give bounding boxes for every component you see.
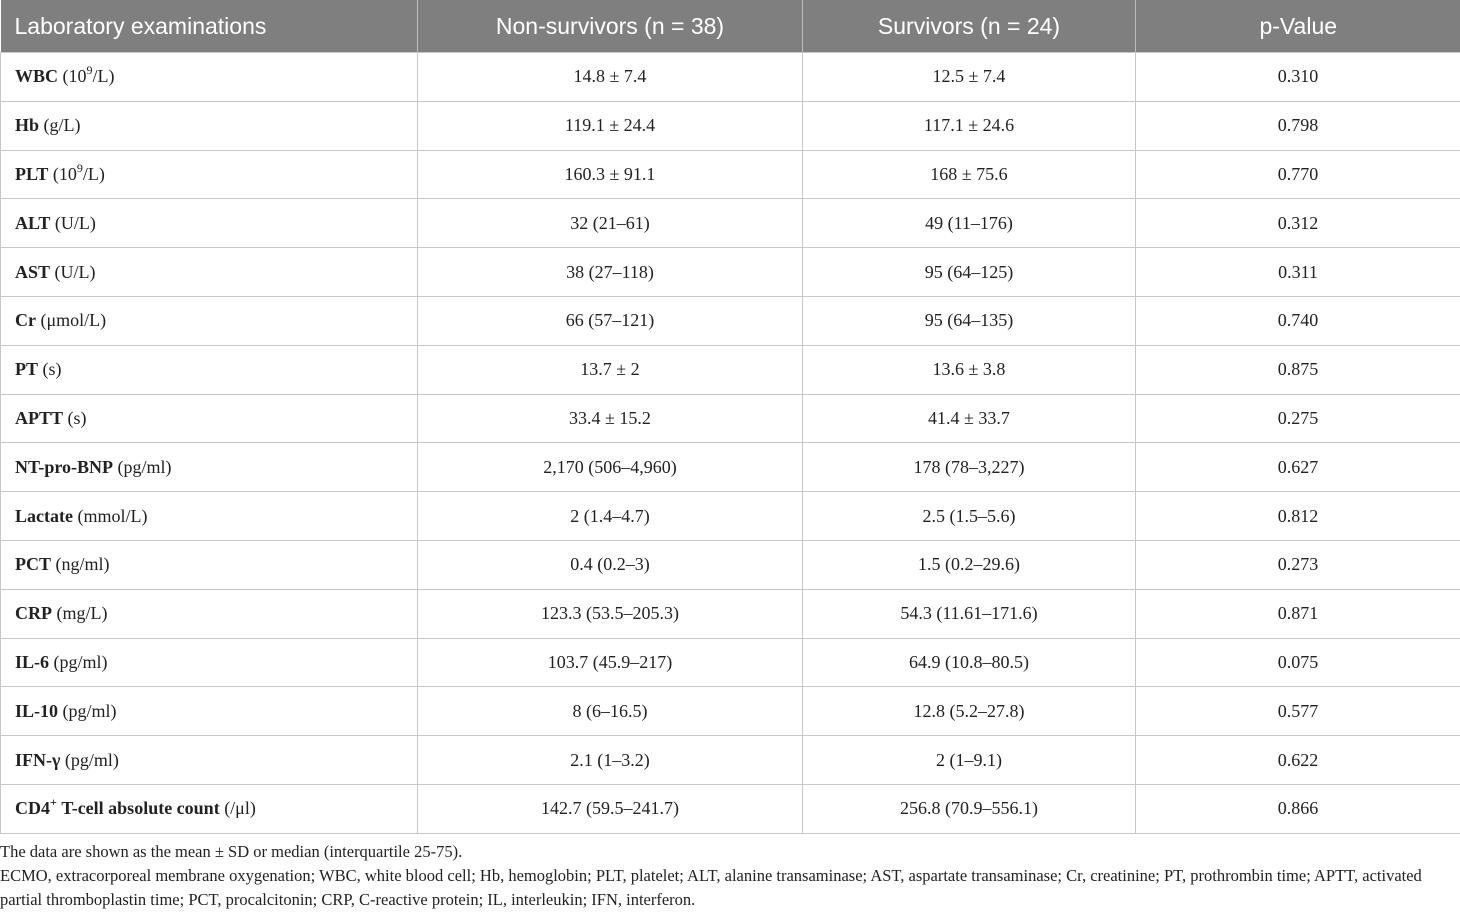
examination-name: PCT: [15, 554, 51, 575]
examination-name: PLT: [15, 163, 49, 184]
table-row: [1, 101, 1460, 150]
cell-examination: [1, 296, 418, 345]
examination-name: CD4: [15, 798, 50, 819]
cell-survivors: 95 (64–135): [803, 296, 1136, 345]
examination-name: Hb: [15, 115, 40, 136]
table-row: [1, 736, 1460, 785]
cell-survivors: 12.8 (5.2–27.8): [803, 687, 1136, 736]
examination-unit-superscript: 9: [76, 160, 83, 175]
cell-p-value: 0.866: [1136, 784, 1460, 833]
cell-p-value: 0.075: [1136, 638, 1460, 687]
examination-name: IL-6: [15, 651, 50, 672]
examination-name: AST: [15, 261, 51, 282]
cell-survivors: 256.8 (70.9–556.1): [803, 784, 1136, 833]
examination-unit-superscript: 9: [86, 63, 93, 78]
header-survivors: Survivors (n = 24): [803, 0, 1136, 53]
cell-survivors: 178 (78–3,227): [803, 443, 1136, 492]
cell-p-value: 0.770: [1136, 150, 1460, 199]
examination-name: Cr: [15, 310, 36, 331]
examination-name: APTT: [15, 407, 64, 428]
cell-survivors: 2.5 (1.5–5.6): [803, 492, 1136, 541]
header-lab-examinations: Laboratory examinations: [1, 0, 418, 53]
cell-non-survivors: 38 (27–118): [418, 248, 803, 297]
cell-p-value: 0.275: [1136, 394, 1460, 443]
cell-p-value: 0.627: [1136, 443, 1460, 492]
header-p-value: p-Value: [1136, 0, 1460, 53]
cell-examination: [1, 101, 418, 150]
examination-unit: (pg/ml): [64, 749, 119, 770]
cell-non-survivors: 103.7 (45.9–217): [418, 638, 803, 687]
cell-p-value: 0.577: [1136, 687, 1460, 736]
table-row: [1, 492, 1460, 541]
cell-non-survivors: 13.7 ± 2: [418, 345, 803, 394]
cell-p-value: 0.871: [1136, 589, 1460, 638]
examination-name: NT-pro-BNP: [15, 456, 114, 477]
cell-survivors: 95 (64–125): [803, 248, 1136, 297]
examination-name-superscript: +: [50, 795, 57, 810]
examination-unit-suffix: /L): [82, 163, 105, 184]
cell-survivors: 2 (1–9.1): [803, 736, 1136, 785]
table-row: [1, 150, 1460, 199]
cell-non-survivors: 14.8 ± 7.4: [418, 53, 803, 102]
cell-examination: [1, 443, 418, 492]
cell-p-value: 0.812: [1136, 492, 1460, 541]
examination-unit: (U/L): [54, 212, 96, 233]
examination-unit: (mmol/L): [77, 505, 148, 526]
cell-p-value: 0.740: [1136, 296, 1460, 345]
footnote-data-description: The data are shown as the mean ± SD or median (interquartile 25-75).: [0, 842, 463, 861]
cell-examination: [1, 150, 418, 199]
examination-name-suffix: T-cell absolute count: [61, 798, 220, 819]
examination-unit: (ng/ml): [55, 554, 110, 575]
table-row: [1, 589, 1460, 638]
table-row: [1, 443, 1460, 492]
cell-survivors: 54.3 (11.61–171.6): [803, 589, 1136, 638]
examination-name: Lactate: [15, 505, 73, 526]
table-row: [1, 53, 1460, 102]
cell-examination: [1, 638, 418, 687]
cell-survivors: 13.6 ± 3.8: [803, 345, 1136, 394]
examination-name: ALT: [15, 212, 51, 233]
cell-non-survivors: 160.3 ± 91.1: [418, 150, 803, 199]
examination-unit: (mg/L): [56, 603, 108, 624]
examination-unit: (s): [42, 359, 62, 380]
table-row: [1, 394, 1460, 443]
examination-name: PT: [15, 359, 39, 380]
examination-unit: (pg/ml): [53, 651, 108, 672]
cell-examination: [1, 53, 418, 102]
table-row: [1, 687, 1460, 736]
cell-p-value: 0.273: [1136, 540, 1460, 589]
cell-non-survivors: 2.1 (1–3.2): [418, 736, 803, 785]
cell-examination: [1, 394, 418, 443]
cell-examination: [1, 589, 418, 638]
examination-unit: (10: [52, 163, 77, 184]
examination-unit: (g/L): [43, 115, 81, 136]
examination-name: CRP: [15, 603, 52, 624]
examination-unit: (μmol/L): [40, 310, 107, 331]
cell-examination: [1, 199, 418, 248]
cell-non-survivors: 66 (57–121): [418, 296, 803, 345]
cell-examination: [1, 248, 418, 297]
table-row: [1, 784, 1460, 833]
examination-unit: (pg/ml): [62, 700, 117, 721]
cell-p-value: 0.310: [1136, 53, 1460, 102]
examination-unit: (/μl): [224, 798, 256, 819]
cell-non-survivors: 123.3 (53.5–205.3): [418, 589, 803, 638]
cell-non-survivors: 119.1 ± 24.4: [418, 101, 803, 150]
footnote-abbreviations: ECMO, extracorporeal membrane oxygenation; WBC, white blood cell; Hb, hemoglobin; PLT, platelet; ALT, alanine transaminase; AST, aspartate transaminase; Cr, creatinine; PT, prothrombin time; APTT, activated partial thromboplastin time; PCT, procalcitonin; CRP, C-reactive protein; IL, interleukin; IFN, interferon.: [0, 866, 1422, 909]
cell-survivors: 64.9 (10.8–80.5): [803, 638, 1136, 687]
table-footnotes: [0, 840, 1460, 912]
cell-p-value: 0.622: [1136, 736, 1460, 785]
examination-unit: (pg/ml): [117, 456, 172, 477]
cell-non-survivors: 33.4 ± 15.2: [418, 394, 803, 443]
cell-examination: [1, 784, 418, 833]
cell-survivors: 1.5 (0.2–29.6): [803, 540, 1136, 589]
cell-non-survivors: 8 (6–16.5): [418, 687, 803, 736]
table-row: [1, 199, 1460, 248]
table-row: [1, 638, 1460, 687]
cell-examination: [1, 540, 418, 589]
header-non-survivors: Non-survivors (n = 38): [418, 0, 803, 53]
cell-survivors: 117.1 ± 24.6: [803, 101, 1136, 150]
examination-name: IFN-γ: [15, 749, 61, 770]
examination-name: WBC: [15, 66, 59, 87]
examination-unit: (s): [67, 407, 87, 428]
cell-survivors: 12.5 ± 7.4: [803, 53, 1136, 102]
examination-unit: (10: [62, 66, 87, 87]
cell-survivors: 49 (11–176): [803, 199, 1136, 248]
table-row: [1, 296, 1460, 345]
table-row: [1, 248, 1460, 297]
cell-examination: [1, 687, 418, 736]
cell-p-value: 0.312: [1136, 199, 1460, 248]
cell-survivors: 168 ± 75.6: [803, 150, 1136, 199]
cell-non-survivors: 0.4 (0.2–3): [418, 540, 803, 589]
examination-unit-suffix: /L): [92, 66, 115, 87]
examination-unit: (U/L): [54, 261, 96, 282]
cell-p-value: 0.311: [1136, 248, 1460, 297]
cell-p-value: 0.875: [1136, 345, 1460, 394]
table-row: [1, 345, 1460, 394]
cell-survivors: 41.4 ± 33.7: [803, 394, 1136, 443]
cell-examination: [1, 345, 418, 394]
cell-p-value: 0.798: [1136, 101, 1460, 150]
cell-non-survivors: 142.7 (59.5–241.7): [418, 784, 803, 833]
table-body: [1, 53, 1460, 834]
cell-non-survivors: 32 (21–61): [418, 199, 803, 248]
table-row: [1, 540, 1460, 589]
cell-non-survivors: 2 (1.4–4.7): [418, 492, 803, 541]
cell-examination: [1, 492, 418, 541]
examination-name: IL-10: [15, 700, 59, 721]
cell-non-survivors: 2,170 (506–4,960): [418, 443, 803, 492]
cell-examination: [1, 736, 418, 785]
table-header-row: [1, 0, 1460, 53]
